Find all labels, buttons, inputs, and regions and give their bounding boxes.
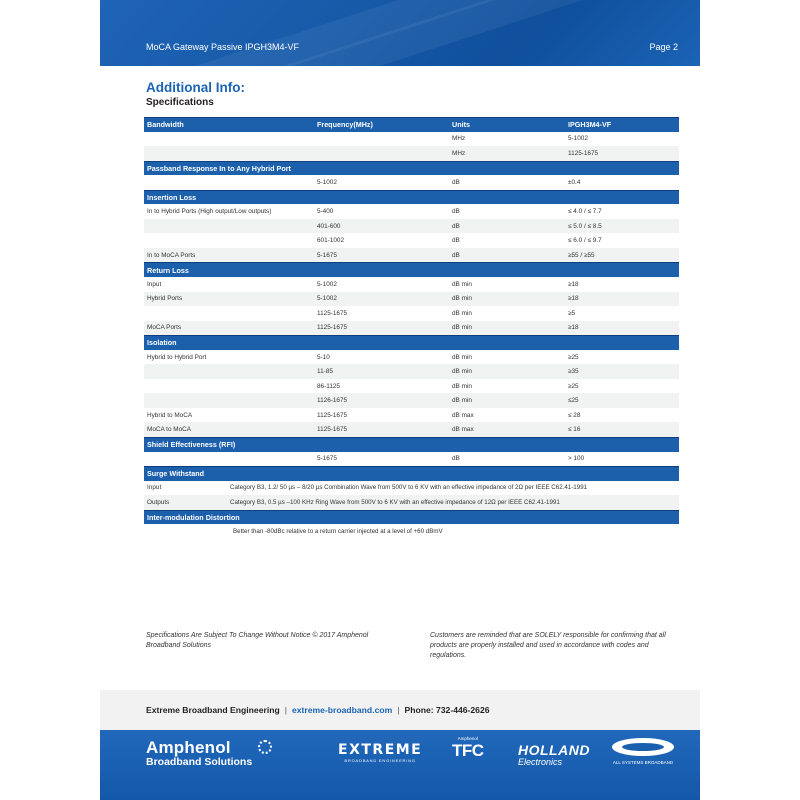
section-header-row bbox=[144, 466, 679, 481]
table-cell: 86-1125 bbox=[317, 382, 340, 390]
table-cell: ≤ 28 bbox=[568, 411, 581, 419]
tfc-logo bbox=[452, 736, 484, 761]
table-cell: 1125-1675 bbox=[568, 149, 599, 157]
table-row bbox=[144, 495, 679, 510]
table-row bbox=[144, 146, 679, 161]
section-header-row bbox=[144, 335, 679, 350]
table-cell: ≥18 bbox=[568, 295, 579, 303]
table-row bbox=[144, 248, 679, 263]
table-row bbox=[144, 204, 679, 219]
table-cell: dB min bbox=[452, 324, 472, 332]
all-systems-logo-text: ALL SYSTEMS BROADBAND bbox=[612, 760, 674, 765]
table-cell: 5-1002 bbox=[568, 135, 588, 143]
swoosh-icon bbox=[612, 738, 674, 756]
responsibility-note: Customers are reminded that are SOLELY responsible for confirming that all products are properly installed and used in accordance with codes and regulations. bbox=[430, 632, 666, 659]
amphenol-logo-subtext: Broadband Solutions bbox=[146, 756, 253, 768]
table-cell: ≥25 bbox=[568, 382, 579, 390]
logo-band bbox=[100, 730, 700, 800]
table-cell: 601-1002 bbox=[317, 237, 345, 245]
table-cell: dB bbox=[452, 455, 460, 463]
holland-logo-subtext: Electronics bbox=[518, 757, 563, 767]
row-label: Input bbox=[147, 484, 162, 492]
section-label: Inter-modulation Distortion bbox=[147, 513, 240, 523]
specifications-table bbox=[144, 117, 679, 539]
table-cell: 5-1675 bbox=[317, 251, 337, 259]
table-row bbox=[144, 219, 679, 234]
page-number: Page 2 bbox=[649, 42, 678, 52]
table-row bbox=[144, 350, 679, 365]
globe-icon bbox=[258, 740, 272, 754]
section-heading: Additional Info: bbox=[146, 80, 245, 95]
column-header: Frequency(MHz) bbox=[317, 120, 373, 130]
table-cell: ≤ 6.0 / ≤ 9.7 bbox=[568, 237, 602, 245]
table-cell: 5-1002 bbox=[317, 178, 337, 186]
website-link[interactable]: extreme-broadband.com bbox=[291, 705, 393, 715]
table-cell: dB bbox=[452, 178, 460, 186]
table-row bbox=[144, 306, 679, 321]
table-cell: ≥18 bbox=[568, 324, 579, 332]
section-header-row bbox=[144, 190, 679, 205]
table-body bbox=[144, 132, 679, 539]
table-cell: dB min bbox=[452, 280, 472, 288]
amphenol-logo bbox=[146, 738, 252, 768]
table-cell: 1125-1675 bbox=[317, 411, 348, 419]
top-banner bbox=[100, 0, 700, 66]
amphenol-logo-text: Amphenol bbox=[146, 738, 231, 757]
table-cell: dB min bbox=[452, 309, 472, 317]
contact-bar bbox=[100, 690, 700, 730]
table-cell: dB bbox=[452, 222, 460, 230]
table-cell: In to Hybrid Ports (High output/Low outputs) bbox=[147, 208, 272, 216]
table-cell: dB bbox=[452, 251, 460, 259]
section-header-row bbox=[144, 437, 679, 452]
table-cell: Input bbox=[147, 280, 162, 288]
table-row bbox=[144, 132, 679, 147]
disclaimer-note: Specifications Are Subject To Change Without Notice © 2017 Amphenol Broadband Solutions bbox=[146, 632, 369, 649]
table-row bbox=[144, 292, 679, 307]
table-row bbox=[144, 364, 679, 379]
section-label: Passband Response In to Any Hybrid Port bbox=[147, 163, 291, 173]
section-label: Shield Effectiveness (RFI) bbox=[147, 440, 236, 450]
row-description: Category B3, 0.5 µs –100 KHz Ring Wave from 500V to 6 KV with an effective impedance of 12Ω per IEEE C62.41-1991 bbox=[230, 498, 560, 506]
phone-number: Phone: 732-446-2626 bbox=[404, 705, 490, 715]
table-row bbox=[144, 481, 679, 496]
column-header: Bandwidth bbox=[147, 120, 184, 130]
table-cell: ≤ 4.0 / ≤ 7.7 bbox=[568, 208, 602, 216]
table-cell: MoCA to MoCA bbox=[147, 426, 192, 434]
table-cell: In to MoCA Ports bbox=[147, 251, 196, 259]
table-row bbox=[144, 452, 679, 467]
holland-logo-text: HOLLAND bbox=[518, 742, 590, 758]
table-cell: ≥5 bbox=[568, 309, 576, 317]
column-header: IPGH3M4-VF bbox=[568, 120, 612, 130]
table-header-row bbox=[144, 117, 679, 132]
column-header: Units bbox=[452, 120, 470, 130]
company-name: Extreme Broadband Engineering bbox=[146, 705, 280, 715]
table-row bbox=[144, 422, 679, 437]
table-cell: 1126-1675 bbox=[317, 397, 348, 405]
table-cell: ≥18 bbox=[568, 280, 579, 288]
tfc-logo-subtext: Amphenol bbox=[457, 736, 478, 741]
row-description: Better than -80dBc relative to a return carrier injected at a level of +60 dBmV bbox=[233, 528, 443, 536]
holland-logo bbox=[518, 742, 590, 767]
table-cell: 401-600 bbox=[317, 222, 341, 230]
section-label: Isolation bbox=[147, 338, 177, 348]
table-cell: Hybrid to Hybrid Port bbox=[147, 353, 207, 361]
section-subheading: Specifications bbox=[146, 97, 214, 108]
table-cell: dB max bbox=[452, 426, 474, 434]
extreme-logo-subtext: BROADBAND ENGINEERING bbox=[344, 758, 416, 763]
section-label: Insertion Loss bbox=[147, 193, 197, 202]
table-row bbox=[144, 233, 679, 248]
table-cell: 5-10 bbox=[317, 353, 330, 361]
table-cell: ±0.4 bbox=[568, 178, 581, 186]
section-label: Return Loss bbox=[147, 265, 189, 275]
table-row bbox=[144, 379, 679, 394]
table-cell: dB min bbox=[452, 397, 472, 405]
table-cell: ≤ 5.0 / ≤ 8.5 bbox=[568, 222, 602, 230]
section-header-row bbox=[144, 161, 679, 176]
table-cell: 1125-1675 bbox=[317, 309, 348, 317]
table-row bbox=[144, 408, 679, 423]
table-cell: ≥25 bbox=[568, 353, 579, 361]
table-cell: dB min bbox=[452, 368, 472, 376]
table-cell: MHz bbox=[452, 149, 466, 157]
table-cell: 5-1002 bbox=[317, 295, 337, 303]
table-cell: ≥35 bbox=[568, 368, 579, 376]
table-row bbox=[144, 321, 679, 336]
document-title: MoCA Gateway Passive IPGH3M4-VF bbox=[146, 42, 300, 52]
table-row bbox=[144, 277, 679, 292]
table-cell: 1125-1675 bbox=[317, 324, 348, 332]
table-cell: MHz bbox=[452, 135, 466, 143]
table-row bbox=[144, 524, 679, 539]
table-cell: MoCA Ports bbox=[147, 324, 182, 332]
section-label: Surge Withstand bbox=[147, 469, 205, 479]
table-cell: Hybrid Ports bbox=[147, 295, 183, 303]
table-cell: > 100 bbox=[568, 455, 585, 463]
table-cell: dB min bbox=[452, 353, 472, 361]
extreme-logo-text: EXTREME bbox=[338, 742, 423, 758]
table-cell: 1125-1675 bbox=[317, 426, 348, 434]
table-cell: dB max bbox=[452, 411, 474, 419]
row-label: Outputs bbox=[147, 498, 170, 506]
table-cell: 5-1002 bbox=[317, 280, 337, 288]
table-cell: ≤25 bbox=[568, 397, 579, 405]
extreme-logo bbox=[338, 742, 422, 763]
all-systems-logo bbox=[612, 738, 674, 765]
table-cell: ≥55 / ≥55 bbox=[568, 251, 595, 259]
table-cell: 5-400 bbox=[317, 208, 334, 216]
separator: | bbox=[397, 705, 400, 715]
section-header-row bbox=[144, 510, 679, 525]
table-cell: dB bbox=[452, 208, 460, 216]
table-cell: 11-85 bbox=[317, 368, 333, 376]
separator: | bbox=[284, 705, 287, 715]
table-cell: 5-1675 bbox=[317, 455, 337, 463]
tfc-logo-text: TFC bbox=[452, 741, 484, 760]
table-cell: dB min bbox=[452, 295, 472, 303]
table-cell: ≤ 16 bbox=[568, 426, 581, 434]
table-row bbox=[144, 393, 679, 408]
table-cell: Hybrid to MoCA bbox=[147, 411, 193, 419]
table-cell: dB min bbox=[452, 382, 472, 390]
table-cell: dB bbox=[452, 237, 460, 245]
table-row bbox=[144, 175, 679, 190]
row-description: Category B3, 1.2/ 50 µs – 8/20 µs Combination Wave from 500V to 6 KV with an effective impedance of 2Ω per IEEE C62.41-1991 bbox=[230, 484, 588, 492]
section-header-row bbox=[144, 262, 679, 277]
